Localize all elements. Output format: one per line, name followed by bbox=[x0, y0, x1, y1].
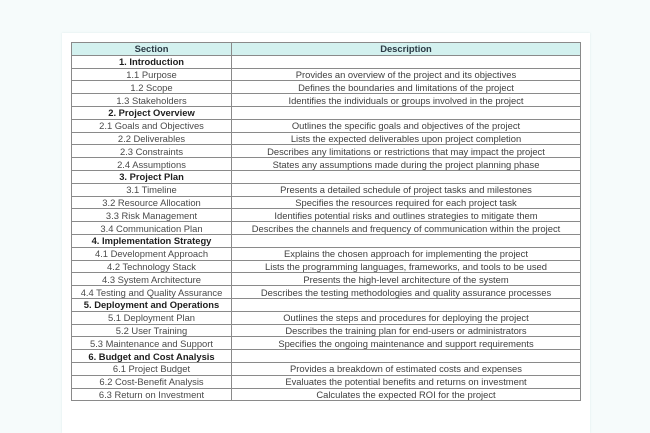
section-cell: 3.4 Communication Plan bbox=[72, 222, 232, 235]
description-cell: Defines the boundaries and limitations of the project bbox=[232, 81, 581, 94]
table-row bbox=[72, 286, 581, 299]
section-heading-row bbox=[72, 298, 581, 311]
table-row bbox=[72, 324, 581, 337]
section-heading: 1. Introduction bbox=[72, 55, 232, 68]
section-heading: 6. Budget and Cost Analysis bbox=[72, 350, 232, 363]
column-header-section: Section bbox=[72, 43, 232, 56]
description-cell: Lists the expected deliverables upon project completion bbox=[232, 132, 581, 145]
table-row bbox=[72, 222, 581, 235]
description-cell: Presents a detailed schedule of project tasks and milestones bbox=[232, 183, 581, 196]
section-cell: 2.3 Constraints bbox=[72, 145, 232, 158]
table-row bbox=[72, 273, 581, 286]
description-cell: Describes the testing methodologies and quality assurance processes bbox=[232, 286, 581, 299]
section-cell: 3.1 Timeline bbox=[72, 183, 232, 196]
table-row bbox=[72, 158, 581, 171]
section-heading-description bbox=[232, 170, 581, 183]
section-heading: 3. Project Plan bbox=[72, 170, 232, 183]
table-row bbox=[72, 132, 581, 145]
table-row bbox=[72, 337, 581, 350]
table-row bbox=[72, 94, 581, 107]
section-heading-row bbox=[72, 234, 581, 247]
section-cell: 5.3 Maintenance and Support bbox=[72, 337, 232, 350]
table-row bbox=[72, 81, 581, 94]
table-row bbox=[72, 119, 581, 132]
description-cell: Describes any limitations or restrictions that may impact the project bbox=[232, 145, 581, 158]
section-heading-row bbox=[72, 350, 581, 363]
section-cell: 4.2 Technology Stack bbox=[72, 260, 232, 273]
description-cell: Explains the chosen approach for implementing the project bbox=[232, 247, 581, 260]
section-heading-description bbox=[232, 350, 581, 363]
table-row bbox=[72, 209, 581, 222]
section-heading-row bbox=[72, 55, 581, 68]
table-header-row bbox=[72, 43, 581, 56]
section-cell: 4.4 Testing and Quality Assurance bbox=[72, 286, 232, 299]
description-cell: Presents the high-level architecture of the system bbox=[232, 273, 581, 286]
table-row bbox=[72, 362, 581, 375]
table-row bbox=[72, 183, 581, 196]
section-cell: 6.3 Return on Investment bbox=[72, 388, 232, 401]
description-cell: Provides a breakdown of estimated costs and expenses bbox=[232, 362, 581, 375]
section-heading-description bbox=[232, 55, 581, 68]
section-heading: 5. Deployment and Operations bbox=[72, 298, 232, 311]
description-cell: Identifies the individuals or groups involved in the project bbox=[232, 94, 581, 107]
section-cell: 6.1 Project Budget bbox=[72, 362, 232, 375]
section-cell: 5.2 User Training bbox=[72, 324, 232, 337]
description-cell: Calculates the expected ROI for the project bbox=[232, 388, 581, 401]
description-cell: Describes the training plan for end-users or administrators bbox=[232, 324, 581, 337]
project-outline-table bbox=[71, 42, 581, 401]
description-cell: Identifies potential risks and outlines strategies to mitigate them bbox=[232, 209, 581, 222]
section-heading-description bbox=[232, 106, 581, 119]
table-row bbox=[72, 375, 581, 388]
table-row bbox=[72, 311, 581, 324]
description-cell: Outlines the steps and procedures for deploying the project bbox=[232, 311, 581, 324]
section-heading-description bbox=[232, 298, 581, 311]
description-cell: Evaluates the potential benefits and returns on investment bbox=[232, 375, 581, 388]
description-cell: Lists the programming languages, frameworks, and tools to be used bbox=[232, 260, 581, 273]
table-row bbox=[72, 260, 581, 273]
section-cell: 1.1 Purpose bbox=[72, 68, 232, 81]
section-heading: 2. Project Overview bbox=[72, 106, 232, 119]
section-cell: 2.4 Assumptions bbox=[72, 158, 232, 171]
table-row bbox=[72, 145, 581, 158]
section-cell: 6.2 Cost-Benefit Analysis bbox=[72, 375, 232, 388]
column-header-description: Description bbox=[232, 43, 581, 56]
table-row bbox=[72, 247, 581, 260]
section-cell: 2.2 Deliverables bbox=[72, 132, 232, 145]
description-cell: Describes the channels and frequency of communication within the project bbox=[232, 222, 581, 235]
description-cell: Provides an overview of the project and its objectives bbox=[232, 68, 581, 81]
section-cell: 5.1 Deployment Plan bbox=[72, 311, 232, 324]
table-row bbox=[72, 196, 581, 209]
description-cell: Outlines the specific goals and objectives of the project bbox=[232, 119, 581, 132]
section-heading-row bbox=[72, 106, 581, 119]
section-cell: 1.3 Stakeholders bbox=[72, 94, 232, 107]
section-cell: 4.3 System Architecture bbox=[72, 273, 232, 286]
table-row bbox=[72, 68, 581, 81]
table-row bbox=[72, 388, 581, 401]
section-cell: 1.2 Scope bbox=[72, 81, 232, 94]
section-cell: 3.2 Resource Allocation bbox=[72, 196, 232, 209]
description-cell: Specifies the ongoing maintenance and support requirements bbox=[232, 337, 581, 350]
section-heading: 4. Implementation Strategy bbox=[72, 234, 232, 247]
section-heading-description bbox=[232, 234, 581, 247]
description-cell: States any assumptions made during the project planning phase bbox=[232, 158, 581, 171]
section-cell: 4.1 Development Approach bbox=[72, 247, 232, 260]
description-cell: Specifies the resources required for each project task bbox=[232, 196, 581, 209]
section-cell: 3.3 Risk Management bbox=[72, 209, 232, 222]
section-cell: 2.1 Goals and Objectives bbox=[72, 119, 232, 132]
section-heading-row bbox=[72, 170, 581, 183]
